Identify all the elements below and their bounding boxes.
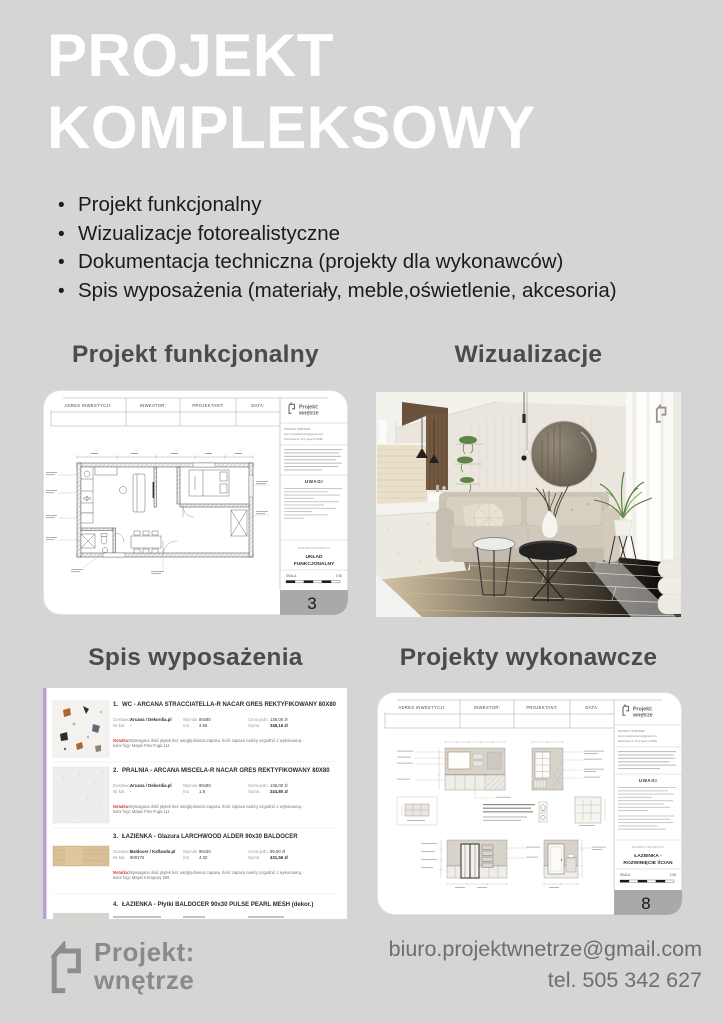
field-label-wymiar: Wymiar: [183, 783, 198, 788]
tile-thumbnail-wood: [53, 846, 109, 866]
doc-office-line1: PROJEKT WNĘTRZE: [284, 428, 311, 431]
field-label-cena: Cena jedn.: [248, 783, 269, 788]
doc-scale-bar: [620, 880, 674, 882]
brand-line1: Projekt:: [94, 937, 195, 967]
section-heading-equipment: Spis wyposażenia: [88, 644, 303, 671]
brand-wordmark: [94, 938, 195, 994]
contact-phone: tel. 505 342 627: [547, 968, 702, 992]
equipment-accent-strip: [43, 688, 47, 919]
doc-scale-label: SKALA: [620, 873, 631, 877]
doc-office-line1: PROJEKT WNĘTRZE: [618, 730, 645, 733]
doc-uwagi-title: UWAGI: [304, 479, 324, 484]
item-number: 2.: [113, 768, 119, 774]
field-label-notatka: Notatka:: [113, 738, 130, 743]
item-note-line2: kolor fugi: Mapei Flex Fuga 111: [113, 743, 170, 748]
thumbnail-technical-drawings: [377, 692, 682, 915]
field-value-suma: 431,56 zł: [270, 855, 288, 860]
field-label-nrkat: Nr kat.: [113, 789, 126, 794]
field-label-notatka: Notatka:: [113, 870, 130, 875]
contact-email: biuro.projektwnetrze@gmail.com: [388, 937, 702, 961]
item-number: 1.: [113, 702, 119, 708]
field-value-suma: 348,16 zł: [270, 723, 288, 728]
field-value-cena: 136,00 zł: [270, 717, 288, 722]
feature-item-1: • Projekt funkcjonalny: [58, 191, 617, 220]
field-value-nrkat: -: [130, 789, 132, 794]
item-note-line1: Wymagana ilość płytek bez uwzględnienia zapasu. Ilość zapasu należy uzgodnić z wykonawcą. -: [129, 738, 305, 743]
doc-brand-line1: Projekt:: [299, 404, 319, 411]
detail-box-right: [575, 797, 605, 826]
doc-col-adres: ADRES INWESTYCJI:: [398, 705, 446, 710]
viz-curtains: [626, 392, 681, 568]
doc-project-name-label: NAZWA PROJEKTU: [631, 845, 665, 849]
doc-scale-value: 1:50: [335, 574, 342, 578]
field-value-cena: 99,90 zł: [270, 849, 286, 854]
item-title: ŁAZIENKA - Glazura LARCHWOOD ALDER 90x30 BALDOCER: [122, 834, 298, 840]
section-heading-technical: Projekty wykonawcze: [399, 644, 658, 671]
field-value-nrkat: -: [130, 723, 132, 728]
doc-col-projektant: PROJEKTANT:: [526, 705, 558, 710]
doc-page-number: 8: [641, 894, 651, 913]
field-label-nrkat: Nr kat.: [113, 723, 126, 728]
item-title: ŁAZIENKA - Płytki BALDOCER 90x30 PULSE PEARL MESH (dekor.): [122, 902, 314, 908]
doc-office-line3: Warszawa ul. Przy Agorze 26/80: [284, 438, 323, 441]
thumbnail-equipment-list: [43, 688, 347, 919]
field-label-wymiar: Wymiar: [183, 849, 198, 854]
brand-logo-icon: [41, 941, 85, 994]
doc-office-line2: biuro.projektwnetrze@gmail.com: [284, 433, 324, 436]
field-label-dostawca: Dostawca: [113, 783, 132, 788]
field-label-wymiar: Wymiar: [183, 717, 198, 722]
field-value-wymiar: 90x30: [199, 849, 211, 854]
field-label-m2: m2: [183, 855, 189, 860]
viz-round-mirror: [531, 421, 597, 487]
svg-text:4.ŁAZIENKA - Płytki BALDOCER 9: [113, 902, 313, 908]
svg-text:2.PRALNIA - ARCANA MISCELA-R N: [113, 768, 330, 774]
item-title: WC - ARCANA STRACCIATELLA-R NACAR GRES REKTYFIKOWANY 80X80: [122, 702, 337, 708]
field-value-wymiar: 80x80: [199, 717, 211, 722]
doc-brand-line1: Projekt:: [633, 706, 653, 713]
doc-scale-bar: [286, 581, 340, 583]
viz-wall-shelves: [454, 436, 484, 492]
tile-thumbnail-terrazzo: [53, 701, 109, 757]
viz-pouf: [658, 560, 681, 614]
item-note-line2: kolor fugi: Mapei Kerapoxy 259: [113, 875, 170, 880]
item-note-line1: Wymagana ilość płytek bez uwzględnienia zapasu. Ilość zapasu należy uzgodnić z wykonawcą. -: [129, 870, 305, 875]
field-value-dostawca: Arcana / Dekordia.pl: [130, 783, 172, 788]
doc-brand-line2: wnętrze: [299, 410, 319, 417]
item-number: 4.: [113, 902, 119, 908]
doc-col-data: DATA:: [585, 705, 599, 710]
contact-block: [389, 934, 702, 996]
doc-project-name-line1: UKŁAD: [305, 555, 323, 560]
doc-page-number: 3: [307, 594, 317, 613]
page-title: [47, 20, 536, 164]
doc-col-projektant: PROJEKTANT:: [192, 403, 224, 408]
field-value-suma: 244,80 zł: [270, 789, 288, 794]
feature-item-3: • Dokumentacja techniczna (projekty dla wykonawców): [58, 248, 617, 277]
field-value-m2: 2.56: [199, 723, 208, 728]
field-label-notatka: Notatka:: [113, 804, 130, 809]
plan-dining: [131, 531, 161, 553]
features-list: [58, 191, 617, 305]
feature-item-4: • Spis wyposażenia (materiały, meble,oświetlenie, akcesoria): [58, 277, 617, 306]
field-label-dostawca: Dostawca: [113, 849, 132, 854]
svg-text:1.WC - ARCANA STRACCIATELLA-R: [113, 702, 337, 708]
thumbnail-functional-plan: [43, 390, 348, 615]
field-label-m2: m2: [183, 723, 189, 728]
field-value-dostawca: Arcana / Dekordia.pl: [130, 717, 172, 722]
item-partial-fields: [113, 916, 284, 918]
doc-brand-line2: wnętrze: [633, 712, 653, 719]
field-value-m2: 1.8: [199, 789, 205, 794]
field-label-m2: m2: [183, 789, 189, 794]
tile-thumbnail-speckled: [53, 767, 109, 823]
field-value-cena: 136,00 zł: [270, 783, 288, 788]
field-value-wymiar: 80x80: [199, 783, 211, 788]
field-label-cena: Cena jedn.: [248, 849, 269, 854]
doc-scale-value: 1:50: [669, 873, 676, 877]
field-label-suma: Suma: [248, 855, 260, 860]
doc-project-name-label: NAZWA PROJEKTU: [297, 546, 331, 550]
doc-col-adres: ADRES INWESTYCJI:: [64, 403, 112, 408]
doc-project-name-line2: ROZWINIĘCIE ŚCIAN: [623, 861, 673, 866]
doc-col-inwestor: INWESTOR:: [139, 403, 167, 408]
doc-project-name-line1: ŁAZIENKA -: [634, 854, 662, 859]
title-line2: KOMPLEKSOWY: [47, 94, 536, 161]
item-number: 3.: [113, 834, 119, 840]
item-note-line2: kolor fugi: Mapei Flex Fuga 111: [113, 809, 170, 814]
doc-project-name-line2: FUNKCJONALNY: [293, 562, 335, 567]
thumbnail-visualization: [376, 392, 681, 617]
item-note-line1: Wymagana ilość płytek bez uwzględnienia zapasu. Ilość zapasu należy uzgodnić z wykonawcą. -: [129, 804, 305, 809]
brand-line2: wnętrze: [94, 965, 195, 995]
doc-col-inwestor: INWESTOR:: [473, 705, 501, 710]
field-label-nrkat: Nr kat.: [113, 855, 126, 860]
field-value-dostawca: Baldocer / Kaflando.pl: [130, 849, 176, 854]
section-heading-visuals: Wizualizacje: [454, 341, 603, 368]
doc-col-data: DATA:: [251, 403, 265, 408]
field-value-nrkat: 900176: [130, 855, 145, 860]
doc-office-line2: biuro.projektwnetrze@gmail.com: [618, 735, 658, 738]
field-label-suma: Suma: [248, 723, 260, 728]
doc-scale-label: SKALA: [286, 574, 297, 578]
tile-thumbnail-partial: [53, 913, 109, 919]
doc-office-line3: Warszawa ul. Przy Agorze 26/80: [618, 740, 657, 743]
field-label-dostawca: Dostawca: [113, 717, 132, 722]
doc-uwagi-title: UWAGI: [638, 778, 658, 783]
field-label-suma: Suma: [248, 789, 260, 794]
feature-item-2: • Wizualizacje fotorealistyczne: [58, 220, 617, 249]
item-title: PRALNIA - ARCANA MISCELA-R NACAR GRES REKTYFIKOWANY 80X80: [122, 768, 330, 774]
title-line1: PROJEKT: [47, 22, 334, 89]
section-heading-functional: Projekt funkcjonalny: [72, 341, 319, 368]
field-value-m2: 4.32: [199, 855, 208, 860]
svg-text:3.ŁAZIENKA - Glazura LARCHWOOD: [113, 834, 298, 840]
field-label-cena: Cena jedn.: [248, 717, 269, 722]
